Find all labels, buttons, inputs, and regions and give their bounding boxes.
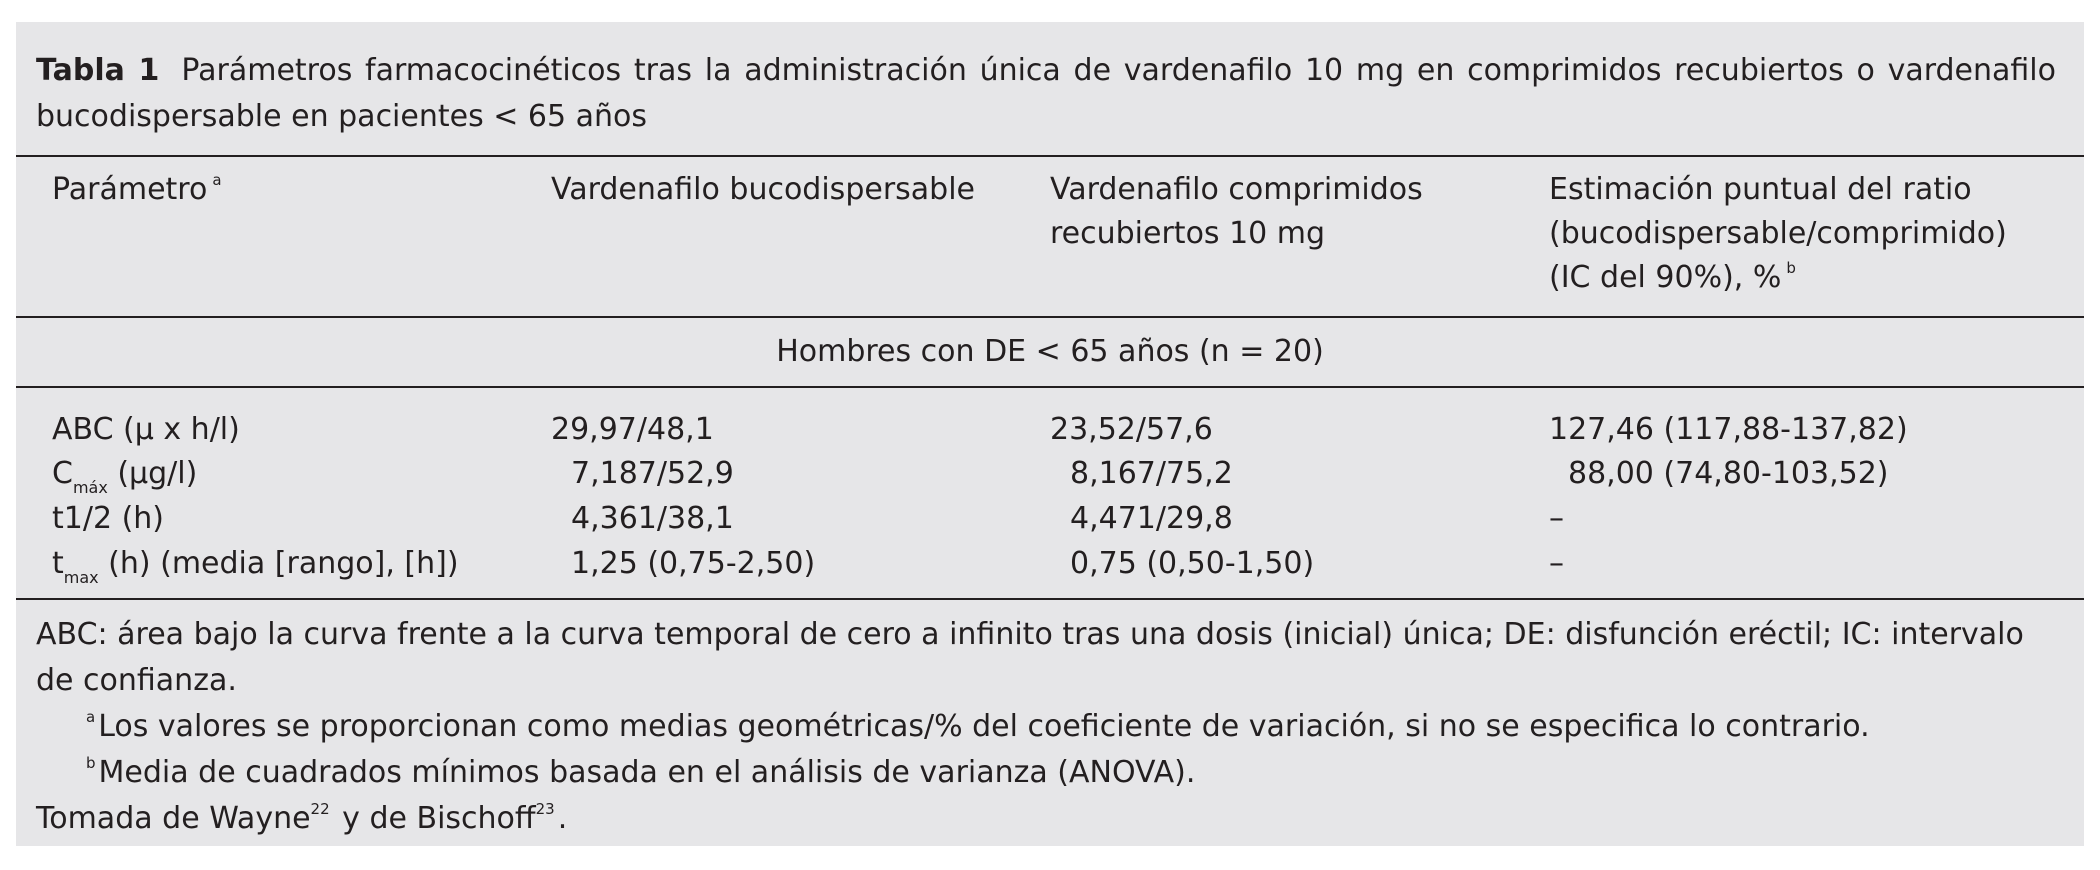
bottom-rule xyxy=(16,598,2084,600)
footnote-mark-b: b xyxy=(1786,259,1796,277)
row-half-life-tablets: 4,471/29,8 xyxy=(1070,501,1233,536)
row-cmax-orodispersible: 7,187/52,9 xyxy=(571,456,734,491)
header-ratio-line1: Estimación puntual del ratio xyxy=(1549,172,1972,207)
row-tmax-unit: (h) (media [rango], [h]) xyxy=(98,546,459,581)
row-tmax-ratio: – xyxy=(1549,546,1564,581)
header-parameter xyxy=(52,168,222,212)
row-tmax-parameter xyxy=(52,542,459,586)
row-cmax-subscript: máx xyxy=(72,478,108,497)
group-rule xyxy=(16,386,2084,388)
header-ratio xyxy=(1549,168,2007,300)
header-orodispersible: Vardenafilo bucodispersable xyxy=(551,172,975,207)
footnote-a-text: Los valores se proporcionan como medias geométricas/% del coeficiente de variación, si no se especifica lo contrario. xyxy=(98,709,1870,744)
footnote-b xyxy=(36,750,2056,796)
source-text-end: . xyxy=(557,801,568,836)
row-abc-orodispersible: 29,97/48,1 xyxy=(551,412,714,447)
abbreviations-note: ABC: área bajo la curva frente a la curva temporal de cero a infinito tras una dosis (inicial) única; DE: disfunción eréctil; IC: intervalo de confianza. xyxy=(36,617,2024,698)
table-notes xyxy=(36,612,2056,842)
row-tmax-symbol: t xyxy=(52,546,64,581)
group-label: Hombres con DE < 65 años (n = 20) xyxy=(776,334,1324,369)
reference-22: 22 xyxy=(310,800,330,818)
row-tmax-orodispersible: 1,25 (0,75-2,50) xyxy=(571,546,816,581)
footnote-a-mark: a xyxy=(86,708,96,726)
row-half-life-parameter: t1/2 (h) xyxy=(52,501,165,536)
row-tmax-tablets: 0,75 (0,50-1,50) xyxy=(1070,546,1315,581)
table-title: Parámetros farmacocinéticos tras la administración única de vardenafilo 10 mg en comprimidos recubiertos o vardenafilo bucodispersable en pacientes < 65 años xyxy=(36,53,2056,134)
table-number: Tabla 1 xyxy=(36,53,160,88)
header-tablets xyxy=(1050,168,1423,256)
top-rule xyxy=(16,155,2084,157)
row-cmax-parameter xyxy=(52,452,197,496)
header-rule xyxy=(16,316,2084,318)
header-parameter-text: Parámetro xyxy=(52,172,208,207)
footnote-mark-a: a xyxy=(212,171,222,189)
header-tablets-line1: Vardenafilo comprimidos xyxy=(1050,172,1423,207)
table-caption xyxy=(36,48,2056,140)
row-cmax-symbol: C xyxy=(52,456,73,491)
footnote-b-mark: b xyxy=(86,754,96,772)
source-note xyxy=(36,796,2056,842)
reference-23: 23 xyxy=(535,800,555,818)
header-ratio-line3 xyxy=(1549,256,2007,300)
row-half-life-ratio: – xyxy=(1549,501,1564,536)
row-cmax-tablets: 8,167/75,2 xyxy=(1070,456,1233,491)
row-abc-tablets: 23,52/57,6 xyxy=(1050,412,1213,447)
source-text-2: y de Bischoff xyxy=(332,801,536,836)
row-abc-ratio: 127,46 (117,88-137,82) xyxy=(1549,412,1908,447)
row-abc-parameter: ABC (µ x h/l) xyxy=(52,412,240,447)
header-ratio-line3-text: (IC del 90%), % xyxy=(1549,260,1782,295)
row-cmax-unit: (µg/l) xyxy=(107,456,198,491)
footnote-a xyxy=(36,704,2056,750)
row-half-life-orodispersible: 4,361/38,1 xyxy=(571,501,734,536)
header-ratio-line2: (bucodispersable/comprimido) xyxy=(1549,216,2007,251)
header-tablets-line2: recubiertos 10 mg xyxy=(1050,216,1326,251)
row-cmax-ratio: 88,00 (74,80-103,52) xyxy=(1568,456,1889,491)
source-text-1: Tomada de Wayne xyxy=(36,801,311,836)
row-tmax-subscript: max xyxy=(63,568,99,587)
footnote-b-text: Media de cuadrados mínimos basada en el análisis de varianza (ANOVA). xyxy=(98,755,1196,790)
